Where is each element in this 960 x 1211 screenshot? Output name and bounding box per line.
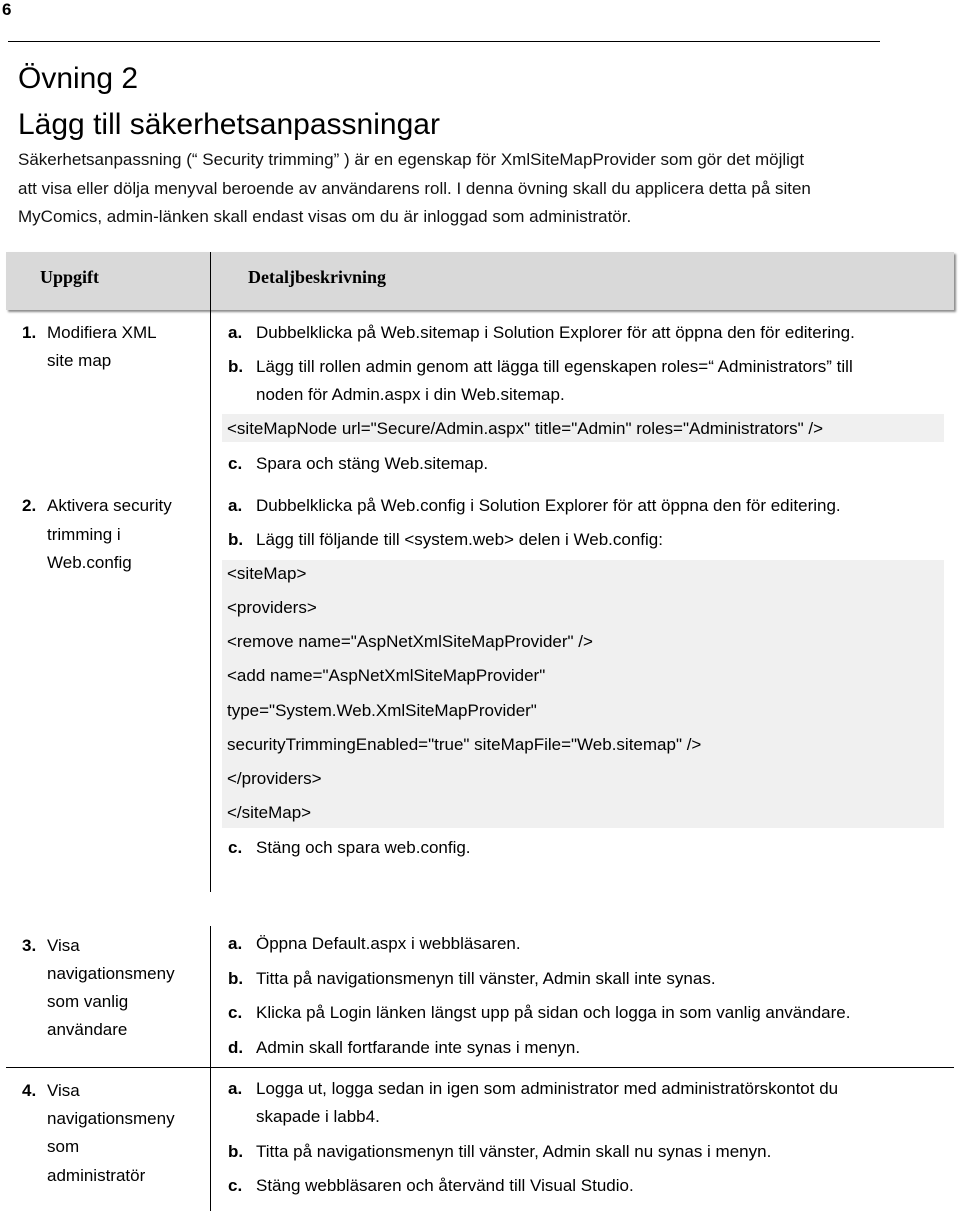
step-text: Admin skall fortfarande inte synas i menyn. [256, 1038, 581, 1057]
step-text: Klicka på Login länken längst upp på sidan och logga in som vanlig användare. [256, 1003, 851, 1022]
step-text: Titta på navigationsmenyn till vänster, Admin skall inte synas. [256, 969, 716, 988]
code-line: <add name="AspNetXmlSiteMapProvider" [227, 666, 546, 685]
task-label-line: Visa [47, 936, 80, 955]
task-label-line: trimming i [47, 525, 121, 544]
page-number: 6 [2, 0, 12, 19]
task-number: 1. [22, 323, 37, 342]
code-block [222, 560, 944, 828]
task-number: 2. [22, 496, 37, 515]
step-letter: b. [228, 969, 244, 988]
code-line: <siteMapNode url="Secure/Admin.aspx" title="Admin" roles="Administrators" /> [227, 419, 824, 438]
intro-line-3: MyComics, admin-länken skall endast visas om du är inloggad som administratör. [18, 207, 632, 226]
step-text: Dubbelklicka på Web.sitemap i Solution Explorer för att öppna den för editering. [256, 323, 855, 342]
step-letter: c. [228, 1176, 243, 1195]
task-label-line: som [47, 1137, 80, 1156]
intro-line-1: Säkerhetsanpassning (“ Security trimming” ) är en egenskap för XmlSiteMapProvider som gör det möjligt [18, 150, 805, 169]
task-label-line: som vanlig [47, 992, 129, 1011]
task-label-line: navigationsmeny [47, 1109, 175, 1128]
code-line: </providers> [227, 769, 322, 788]
step-letter: c. [228, 454, 243, 473]
code-line: </siteMap> [227, 803, 312, 822]
task-label-line: Modifiera XML [47, 323, 157, 342]
exercise-subtitle: Lägg till säkerhetsanpassningar [18, 108, 440, 141]
code-line: <siteMap> [227, 564, 307, 583]
step-letter: d. [228, 1038, 244, 1057]
step-text: Stäng webbläsaren och återvänd till Visual Studio. [256, 1176, 634, 1195]
intro-line-2: att visa eller dölja menyval beroende av användarens roll. I denna övning skall du applicera detta på siten [18, 179, 811, 198]
row-separator [6, 1067, 954, 1068]
step-letter: c. [228, 838, 243, 857]
task-label-line: navigationsmeny [47, 964, 175, 983]
row-divider-1 [210, 310, 211, 486]
step-text: Spara och stäng Web.sitemap. [256, 454, 489, 473]
step-text: Lägg till rollen admin genom att lägga till egenskapen roles=“ Administrators” till [256, 357, 853, 376]
step-letter: a. [228, 323, 243, 342]
step-text: Stäng och spara web.config. [256, 838, 471, 857]
step-letter: a. [228, 1079, 243, 1098]
task-label-line: användare [47, 1020, 128, 1039]
step-text: Logga ut, logga sedan in igen som administrator med administratörskontot du [256, 1079, 839, 1098]
step-letter: a. [228, 934, 243, 953]
header-rule [8, 41, 880, 42]
row-divider-2 [210, 486, 211, 892]
step-text: Titta på navigationsmenyn till vänster, Admin skall nu synas i menyn. [256, 1142, 772, 1161]
task-label-line: site map [47, 351, 112, 370]
column-header-details: Detaljbeskrivning [248, 267, 387, 287]
task-label-line: administratör [47, 1166, 146, 1185]
step-text: Öppna Default.aspx i webbläsaren. [256, 934, 521, 953]
code-line: <providers> [227, 598, 317, 617]
code-line: type="System.Web.XmlSiteMapProvider" [227, 701, 537, 720]
step-letter: b. [228, 357, 244, 376]
step-letter: c. [228, 1003, 243, 1022]
step-letter: b. [228, 530, 244, 549]
exercise-title: Övning 2 [18, 62, 139, 95]
column-header-task: Uppgift [40, 267, 100, 287]
step-text: skapade i labb4. [256, 1107, 380, 1126]
table-header [6, 252, 954, 310]
row-divider-4 [210, 1067, 211, 1211]
step-letter: a. [228, 496, 243, 515]
task-number: 4. [22, 1081, 37, 1100]
header-divider [210, 252, 211, 310]
task-label-line: Aktivera security [47, 496, 172, 515]
task-number: 3. [22, 936, 37, 955]
code-line: securityTrimmingEnabled="true" siteMapFile="Web.sitemap" /> [227, 735, 702, 754]
step-text: Lägg till följande till <system.web> delen i Web.config: [256, 530, 663, 549]
step-letter: b. [228, 1142, 244, 1161]
step-text: Dubbelklicka på Web.config i Solution Explorer för att öppna den för editering. [256, 496, 841, 515]
step-text: noden för Admin.aspx i din Web.sitemap. [256, 385, 565, 404]
code-line: <remove name="AspNetXmlSiteMapProvider" /> [227, 632, 593, 651]
row-divider-3 [210, 926, 211, 1067]
task-label-line: Web.config [47, 553, 132, 572]
task-label-line: Visa [47, 1081, 80, 1100]
